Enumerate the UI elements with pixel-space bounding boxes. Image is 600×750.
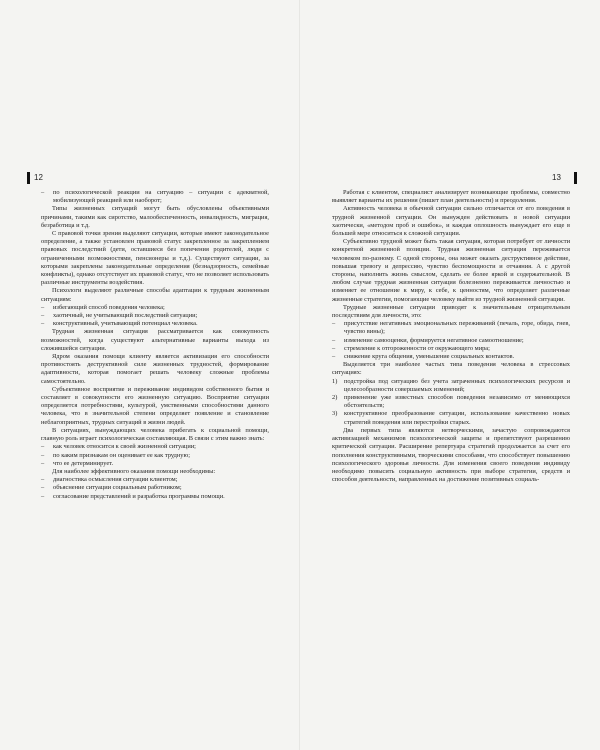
list-item (41, 304, 269, 312)
list-item (332, 337, 570, 345)
page-marker (574, 172, 577, 184)
list-marker: 2) (332, 394, 338, 402)
list-marker: – (41, 312, 45, 320)
page-marker (27, 172, 30, 184)
list-item-text: что ее детерминирует. (53, 459, 114, 467)
page-number: 13 (552, 173, 561, 182)
list-item (332, 394, 570, 410)
list-item (332, 353, 570, 361)
right-page (300, 0, 600, 750)
left-text-column (41, 189, 269, 501)
list-marker: – (41, 459, 45, 467)
list-item-text: подстройка под ситуацию без учета затраченных психологических ресурсов и целесообразности совершаемых изменений; (344, 377, 570, 393)
list-item-text: диагностика осмысления ситуации клиентом; (53, 476, 178, 484)
list-marker: 3) (332, 410, 338, 418)
list-item-text: конструктивное преобразование ситуации, использование качественно новых стратегий поведения или перестройки старых. (344, 410, 570, 426)
paragraph: Психологи выделяют различные способы адаптации к трудным жизненным ситуациям: (41, 287, 269, 303)
list-item (41, 189, 269, 205)
list-marker: – (41, 492, 45, 500)
list-marker: – (41, 484, 45, 492)
paragraph: Трудная жизненная ситуация рассматривается как совокупность возможностей, когда существуют альтернативные варианты выхода из сложившейся ситуации. (41, 328, 269, 352)
list-item (332, 410, 570, 426)
list-item (332, 320, 570, 336)
paragraph: Два первых типа являются нетворческими, зачастую сопровождаются активизацией механизмов психологической защиты и препятствуют разрешению критической ситуации. Расширение репертуара стратегий продолжается за счет его пополнения конструктивными, творческими способами, что способствует повышению психологического здоровья личности. Для изменения своего поведения индивиду необходимо повысить социальную активность при выборе стратегии, средств и способов деятельности, направленных на достижение позитивных социаль- (332, 426, 570, 484)
list-item (41, 320, 269, 328)
list-item-text: снижение круга общения, уменьшение социальных контактов. (344, 353, 515, 361)
list-marker: – (332, 320, 336, 328)
list-item (41, 484, 269, 492)
paragraph: Выделяется три наиболее частых типа поведения человека в стрессовых ситуациях: (332, 361, 570, 377)
list-marker: – (332, 336, 336, 344)
list-item (41, 476, 269, 484)
list-item (41, 452, 269, 460)
list-marker: – (41, 443, 45, 451)
list-item-text: присутствие негативных эмоциональных переживаний (печаль, горе, обида, гнев, чувство вины); (344, 320, 570, 336)
paragraph: Для наиболее эффективного оказания помощи необходимы: (52, 467, 216, 475)
paragraph: В ситуациях, вынуждающих человека прибегать к социальной помощи, главную роль играет психологическая составляющая. В связи с этим важно знать: (41, 426, 269, 443)
list-item (41, 493, 269, 501)
list-marker: – (332, 344, 336, 352)
list-marker: – (41, 189, 45, 196)
list-item-text: конструктивный, учитывающий потенциал человека. (53, 320, 198, 328)
list-marker: – (41, 320, 45, 328)
list-marker: – (41, 451, 45, 459)
list-item-text: избегающий способ поведения человека; (53, 303, 165, 311)
paragraph: Работая с клиентом, специалист анализирует возникающие проблемы, совместно выявляет варианты их решения (пишет план деятельности) и преодоления. (332, 189, 570, 205)
list-item-text: согласование представлений и разработка программы помощи. (53, 492, 225, 500)
paragraph: С правовой точки зрения выделяют ситуации, которые имеют законодательное определение, а также установлен правовой статус закрепленное за закреплением правовых последствий (дети, оставшиеся без попечения родителей, люди с ограниченными возможностями, пенсионеры и т.д.). Существуют ситуации, за которыми закреплены законодательные определения (безнадзорность, семейные конфликты), однако отсутствует их правовой статус, что не позволяет использовать различные инструменты воздействия. (41, 230, 269, 287)
paragraph: Субъективно трудной может быть такая ситуация, которая потребует от личности конкретной жизненной позиции. Трудная жизненная ситуация переживается человеком по-разному. С одной стороны, она может оказать деструктивное действие, повышая тревогу и депрессию, чувство беспомощности и отчаяния. А с другой стороны, наполнить жизнь смыслом, сделать ее более яркой и содержательной. В любом случае трудная жизненная ситуация болезненно переживается личностью и изменяет ее отношение к миру, к себе, к ценностям, что определяет различные жизненные стратегии, помогающие человеку выйти из трудной жизненной ситуации. (332, 238, 570, 303)
paragraph: Ядром оказания помощи клиенту является активизация его способности противостоять деструктивной силе жизненных трудностей, формирование адаптивности, которая помогает решать человеку сложные проблемы самостоятельно. (41, 353, 269, 385)
paragraph: Трудные жизненные ситуации приводят к значительным отрицательным последствиям для личности, это: (332, 303, 570, 320)
paragraph: Активность человека в обычной ситуации сильно отличается от его поведения в трудной жизненной ситуации. Он вынужден действовать в новой ситуации хаотически, «методом проб и ошибок», и каждая оплошность вынуждает его еще в большей мере относиться к сложной ситуации. (332, 205, 570, 238)
list-item-text: стремление к отгороженности от окружающего мира; (344, 344, 490, 352)
paragraph: Субъективное восприятие и переживание индивидом собственного бытия и составляет в совокупности его жизненную ситуацию. Восприятие ситуации определяется потребностями, культурой, умственными способностями данного человека, что в значительной степени определяет появление и становление неблагоприятных, трудных ситуаций в жизни людей. (41, 385, 269, 426)
list-item (41, 443, 269, 451)
list-item-text: как человек относится к своей жизненной ситуации; (53, 443, 196, 451)
list-marker: 1) (332, 377, 338, 385)
list-item-text: по психологической реакции на ситуацию – ситуации с адекватной, мобилизующей реакцией или наоборот; (53, 189, 269, 205)
list-item-text: изменение самооценки, формируется негативное самоотношение; (344, 336, 524, 344)
list-marker: – (332, 353, 336, 361)
list-marker: – (41, 476, 45, 484)
list-item-text: объяснение ситуации социальным работником; (53, 484, 182, 492)
list-item (332, 378, 570, 394)
page-number: 12 (34, 173, 43, 182)
list-item-text: по каким признакам он оценивает ее как трудную; (53, 451, 191, 459)
list-marker: – (41, 303, 45, 311)
list-item-text: хаотичный, не учитывающий последствий ситуации; (53, 312, 198, 320)
list-item (332, 345, 570, 353)
list-item (41, 460, 269, 468)
paragraph: Типы жизненных ситуаций могут быть обусловлены объективными причинами, такими как сиротство, малообеспеченность, инвалидность, миграция, безработица и т.д. (41, 205, 269, 229)
list-item (41, 312, 269, 320)
list-item-text: применение уже известных способов поведения независимо от меняющихся обстоятельств; (344, 394, 570, 410)
right-text-column (332, 189, 570, 484)
